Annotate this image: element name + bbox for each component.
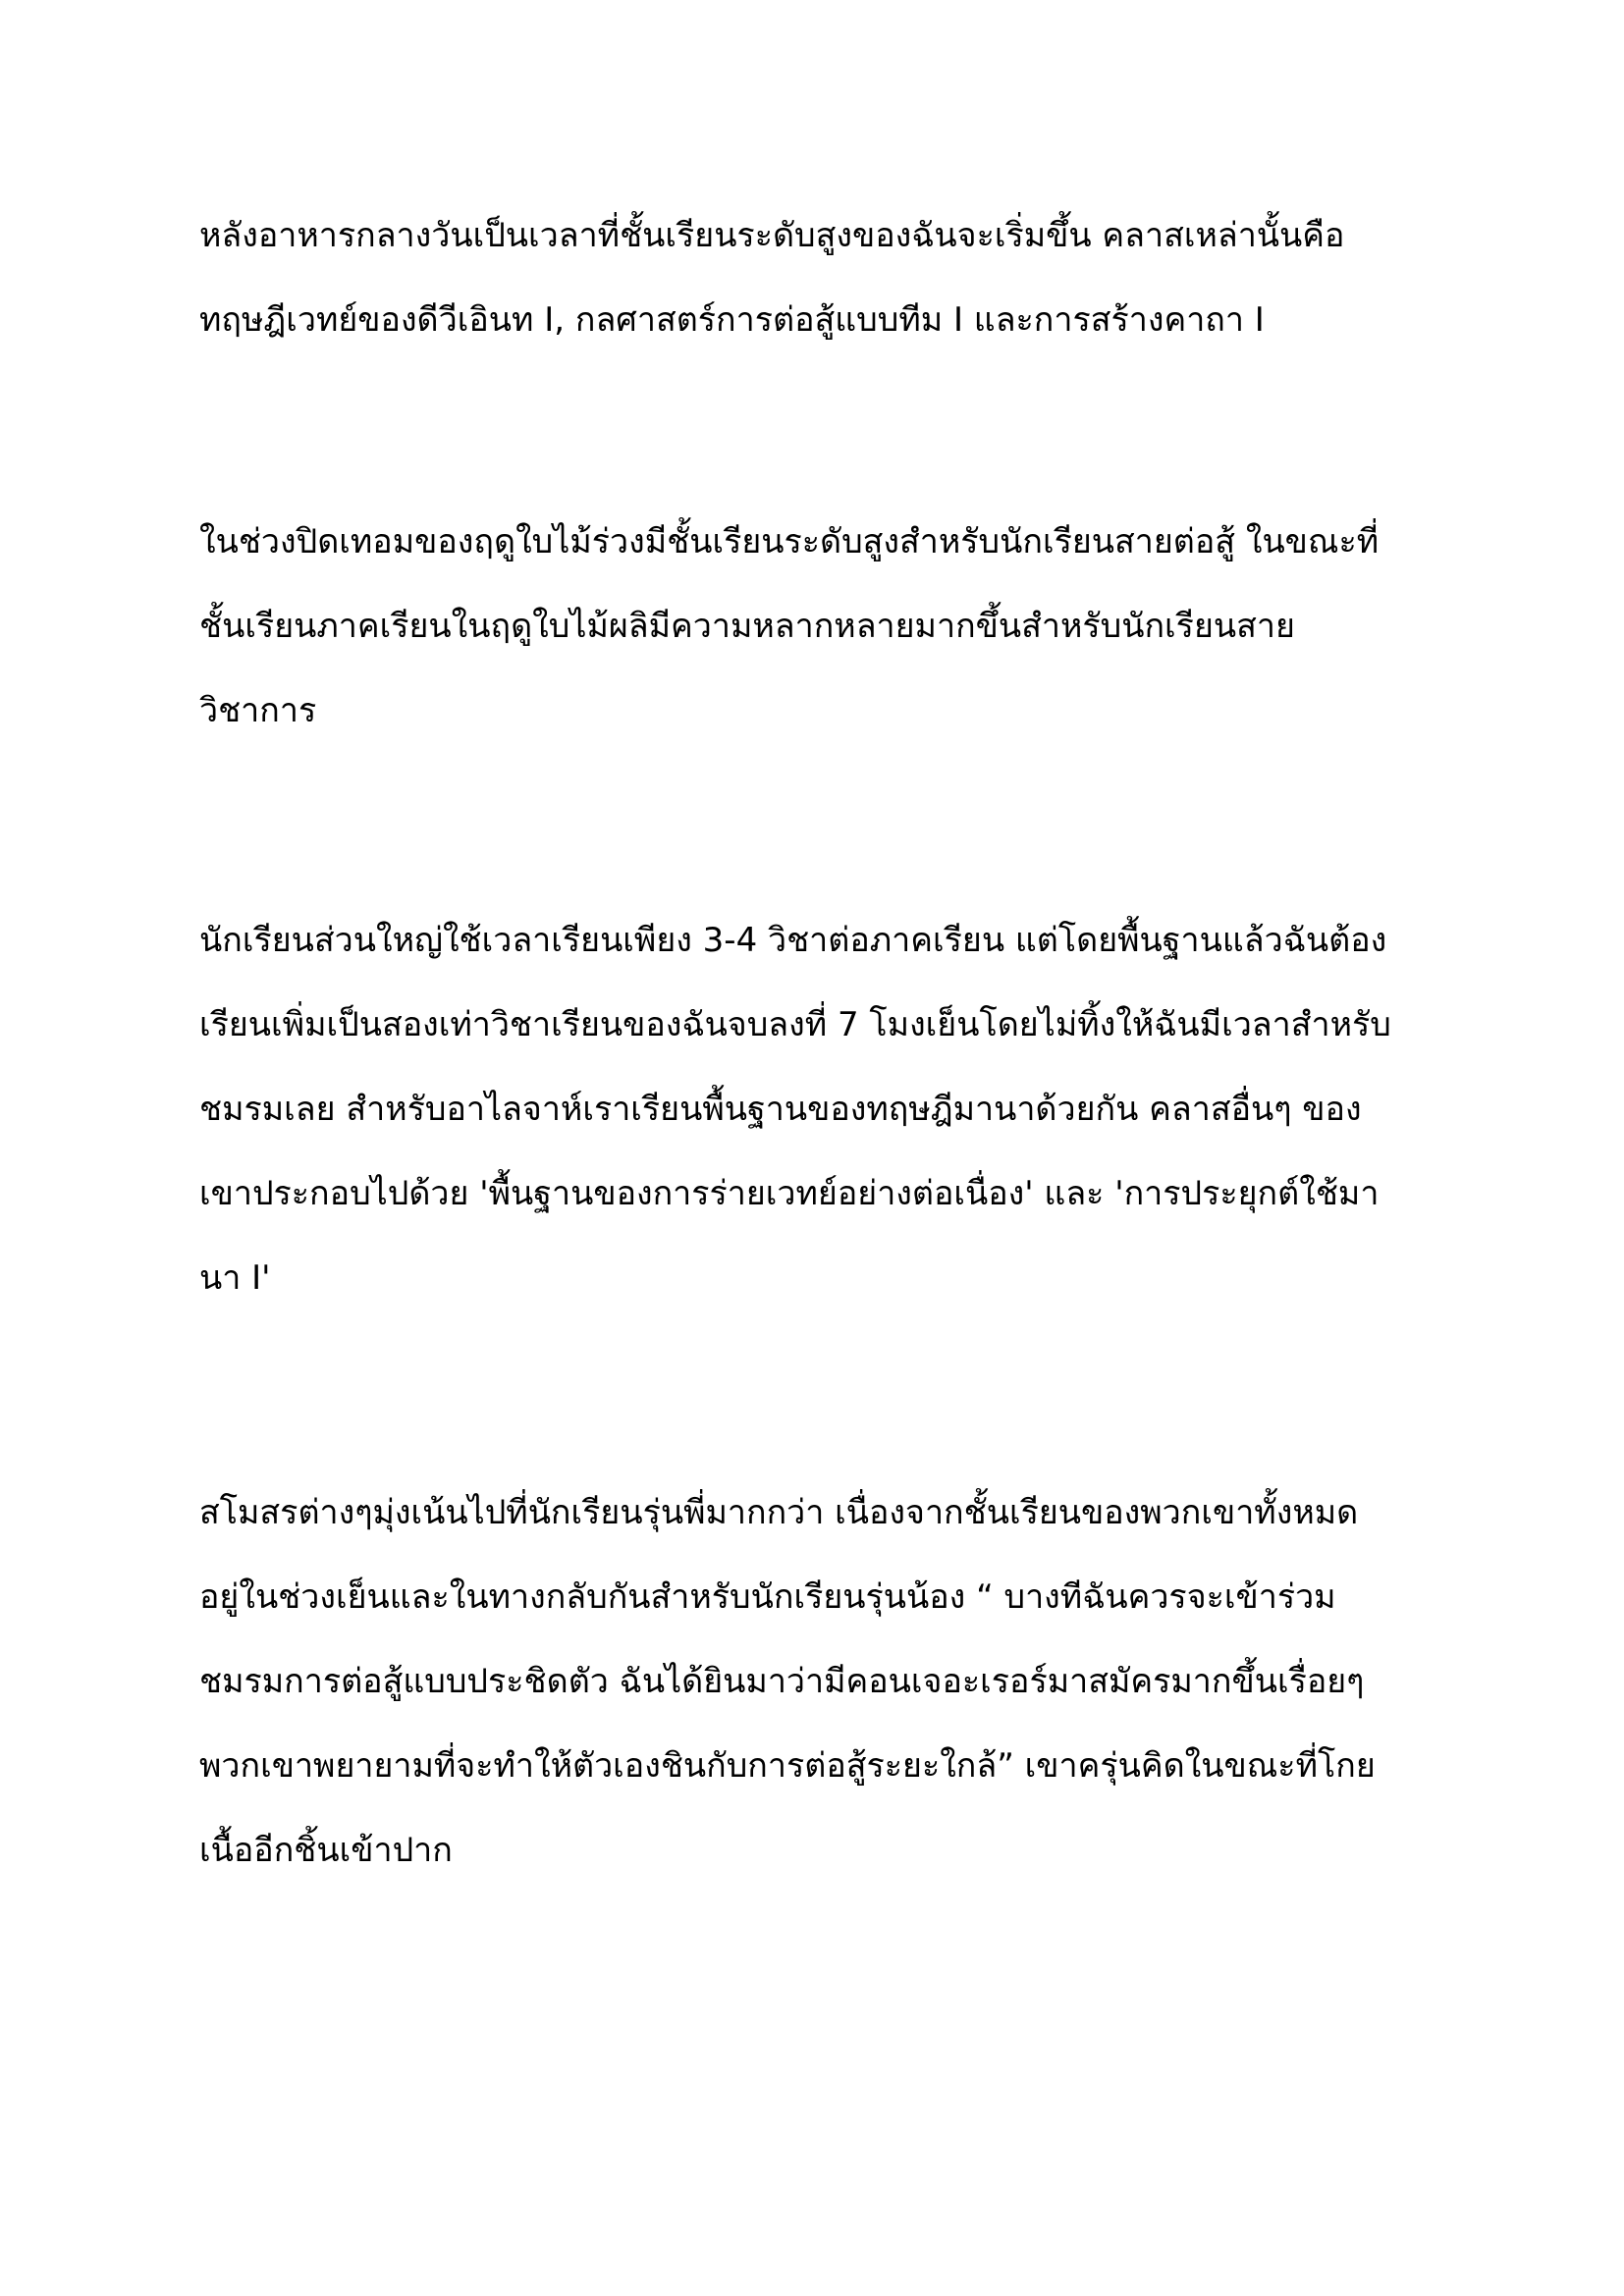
paragraph-line: ชมรมเลย สำหรับอาไลจาห์เราเรียนพื้นฐานของทฤษฎีมานาด้วยกัน คลาสอื่นๆ ของ (199, 1090, 1362, 1129)
paragraph-line: นักเรียนส่วนใหญ่ใช้เวลาเรียนเพียง 3-4 วิชาต่อภาคเรียน แต่โดยพื้นฐานแล้วฉันต้อง (199, 921, 1387, 960)
paragraph-1 (199, 193, 1476, 362)
paragraph-line: อยู่ในช่วงเย็นและในทางกลับกันสำหรับนักเรียนรุ่นน้อง “ บางทีฉันควรจะเข้าร่วม (199, 1577, 1336, 1617)
paragraph-line: วิชาการ (199, 691, 317, 730)
paragraph-line: ชั้นเรียนภาคเรียนในฤดูใบไม้ผลิมีความหลากหลายมากขึ้นสำหรับนักเรียนสาย (199, 607, 1295, 646)
paragraph-line: เนื้ออีกชิ้นเข้าปาก (199, 1831, 453, 1870)
paragraph-line: เรียนเพิ่มเป็นสองเท่าวิชาเรียนของฉันจบลงที่ 7 โมงเย็นโดยไม่ทิ้งให้ฉันมีเวลาสำหรับ (199, 1005, 1391, 1044)
paragraph-line: ทฤษฎีเวทย์ของดีวีเอินท I, กลศาสตร์การต่อสู้แบบทีม I และการสร้างคาถา I (199, 300, 1265, 340)
paragraph-line: ชมรมการต่อสู้แบบประชิดตัว ฉันได้ยินมาว่ามีคอนเจอะเรอร์มาสมัครมากขึ้นเรื่อยๆ (199, 1662, 1365, 1701)
paragraph-line: หลังอาหารกลางวันเป็นเวลาที่ชั้นเรียนระดับสูงของฉันจะเริ่มขึ้น คลาสเหล่านั้นคือ (199, 216, 1345, 255)
paragraph-line: พวกเขาพยายามที่จะทำให้ตัวเองชินกับการต่อสู้ระยะใกล้” เขาครุ่นคิดในขณะที่โกย (199, 1746, 1376, 1786)
paragraph-4 (199, 1470, 1476, 1893)
paragraph-3 (199, 898, 1476, 1320)
paragraph-line: ในช่วงปิดเทอมของฤดูใบไม้ร่วงมีชั้นเรียนระดับสูงสำหรับนักเรียนสายต่อสู้ ในขณะที่ (199, 522, 1380, 561)
paragraph-line: สโมสรต่างๆมุ่งเน้นไปที่นักเรียนรุ่นพี่มากกว่า เนื่องจากชั้นเรียนของพวกเขาทั้งหมด (199, 1493, 1359, 1532)
paragraph-2 (199, 500, 1476, 753)
paragraph-line: นา I' (199, 1258, 271, 1298)
paragraph-line: เขาประกอบไปด้วย 'พื้นฐานของการร่ายเวทย์อย่างต่อเนื่อง' และ 'การประยุกต์ใช้มา (199, 1174, 1380, 1213)
